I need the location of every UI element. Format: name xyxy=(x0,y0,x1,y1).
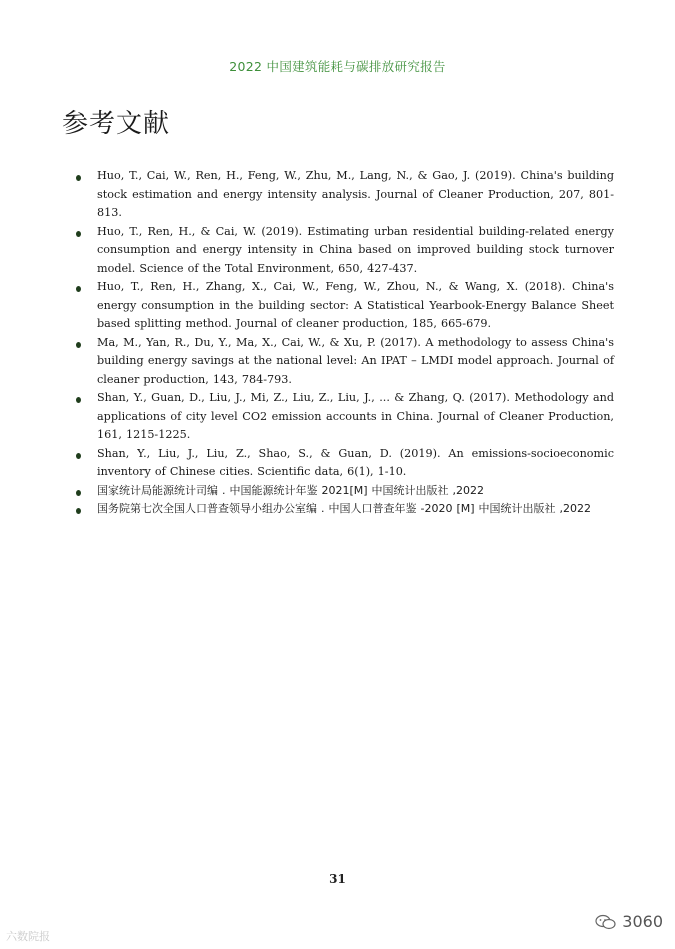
watermark-right-text: 3060 xyxy=(622,912,663,931)
watermark-right xyxy=(595,912,663,931)
wechat-icon xyxy=(595,914,617,930)
reference-item xyxy=(76,500,614,518)
reference-item xyxy=(76,167,614,223)
reference-text: Ma, M., Yan, R., Du, Y., Ma, X., Cai, W., & Xu, P. (2017). A methodology to assess China's building energy savings at the national level: An IPAT – LMDI model approach. Journal of cleaner production, 143, 784-793. xyxy=(97,335,614,386)
bullet-icon xyxy=(76,286,81,292)
watermark-left-text: 六数院报 xyxy=(6,930,50,943)
reference-item xyxy=(76,334,614,390)
reference-list xyxy=(76,167,614,518)
bullet-icon xyxy=(76,508,81,514)
reference-text: Huo, T., Ren, H., Zhang, X., Cai, W., Feng, W., Zhou, N., & Wang, X. (2018). China's energy consumption in the building sector: A Statistical Yearbook-Energy Balance Sheet based splitting method. Journal of cleaner production, 185, 665-679. xyxy=(97,280,614,330)
bullet-icon xyxy=(76,175,81,181)
reference-text: Shan, Y., Guan, D., Liu, J., Mi, Z., Liu, Z., Liu, J., ... & Zhang, Q. (2017). Methodology and applications of city level CO2 emission accounts in China. Journal of Cleaner Production, 161, 1215-1225. xyxy=(97,391,614,441)
reference-item xyxy=(76,445,614,482)
bullet-icon xyxy=(76,453,81,459)
bullet-icon xyxy=(76,231,81,237)
reference-item xyxy=(76,223,614,279)
reference-text: Huo, T., Ren, H., & Cai, W. (2019). Estimating urban residential building-related energy consumption and energy intensity in China based on improved building stock turnover model. Science of the Total Environment, 650, 427-437. xyxy=(97,224,614,275)
reference-text: 国家统计局能源统计司编 . 中国能源统计年鉴 2021[M] 中国统计出版社 ,2022 xyxy=(97,483,485,497)
section-title: 参考文献 xyxy=(62,109,171,139)
reference-item xyxy=(76,482,614,500)
bullet-icon xyxy=(76,490,81,496)
reference-item xyxy=(76,278,614,334)
reference-item xyxy=(76,389,614,445)
bullet-icon xyxy=(76,397,81,403)
reference-text: Shan, Y., Liu, J., Liu, Z., Shao, S., & Guan, D. (2019). An emissions-socioeconomic inventory of Chinese cities. Scientific data, 6(1), 1-10. xyxy=(97,446,614,478)
bullet-icon xyxy=(76,342,81,348)
reference-text: Huo, T., Cai, W., Ren, H., Feng, W., Zhu, M., Lang, N., & Gao, J. (2019). China's building stock estimation and energy intensity analysis. Journal of Cleaner Production, 207, 801-813. xyxy=(97,169,614,219)
watermark-left xyxy=(6,928,50,944)
reference-text: 国务院第七次全国人口普查领导小组办公室编 . 中国人口普查年鉴 -2020 [M] 中国统计出版社 ,2022 xyxy=(97,501,592,515)
running-header: 2022 中国建筑能耗与碳排放研究报告 xyxy=(229,59,446,74)
page-number: 31 xyxy=(329,872,346,886)
